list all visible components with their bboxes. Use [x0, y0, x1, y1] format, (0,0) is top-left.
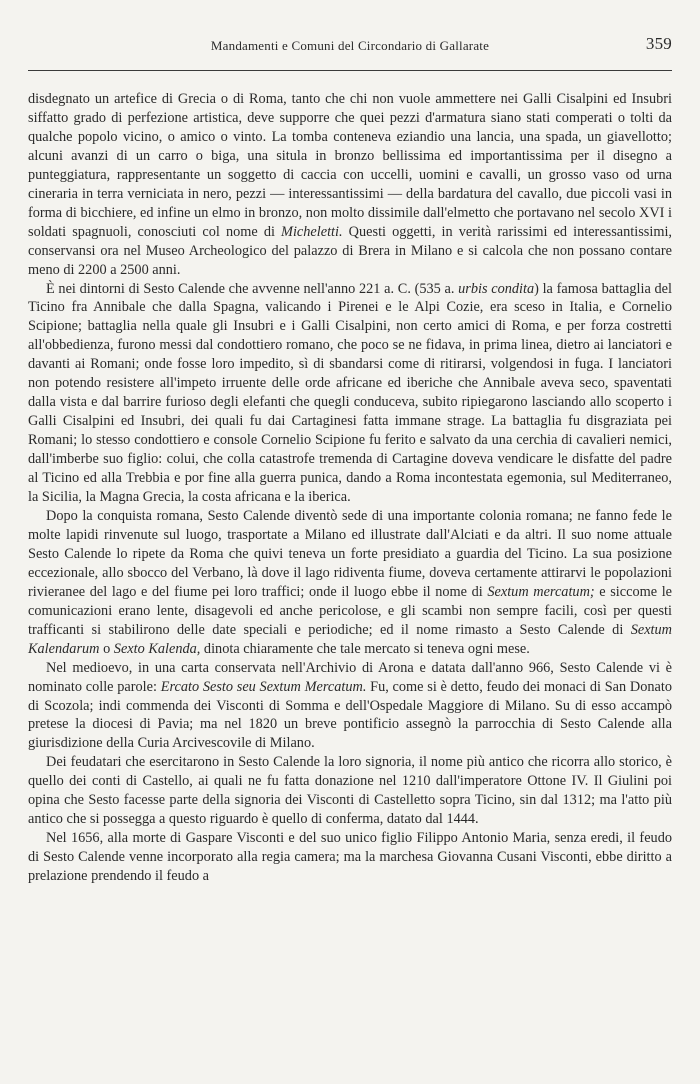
text-run: disdegnato un artefice di Grecia o di Roma, tanto che chi non vuole ammettere nei Galli Cisalpini ed Insubri siffatto grado di perfezione artistica, deve supporre che quei pezzi d'armatura siano stati comperati o tolti da qualche popolo vicino, o amico o vinto. La tomba conteneva eziandio una lancia, una spada, un giavellotto; alcuni avanzi di un carro o biga, una situla in bronzo bellissima ed importantissima per il disegno a punteggiatura, rappresentante un soggetto di caccia con uccelli, uomini e cavalli, un grosso vaso od urna cineraria in terra verniciata in nero, pezzi — interessantissimi — della bardatura del cavallo, due piccoli vasi in forma di bicchiere, ed infine un elmo in bronzo, non molto dissimile dall'elmetto che portavano nel secolo XVI i soldati spagnuoli, conosciuti col nome di	[28, 91, 672, 240]
text-run: e siccome le comunicazioni erano lente, disagevoli ed anche pericolose, e gli scambi non sempre facili, così per questi trafficanti si stabilirono delle date speciali e periodiche; ed il nome rimasto a Sesto Calende di	[28, 583, 673, 638]
body-text	[28, 90, 672, 886]
italic-text: Sextum Kalendarum	[28, 621, 672, 657]
italic-text: Sextum mercatum;	[487, 583, 595, 600]
text-run: Nel 1656, alla morte di Gaspare Visconti e del suo unico figlio Filippo Antonio Maria, senza eredi, il feudo di Sesto Calende venne incorporato alla regia camera; ma la marchesa Giovanna Cusani Visconti, ebbe diritto a prelazione prendendo il feudo a	[28, 830, 672, 885]
paragraph	[28, 507, 672, 659]
text-run: È nei dintorni di Sesto Calende che avvenne nell'anno 221 a. C. (535 a.	[46, 280, 459, 297]
text-run: dinota chiaramente che tale mercato si teneva ogni mese.	[200, 640, 530, 657]
text-run: o	[99, 640, 114, 657]
italic-text: Micheletti.	[281, 223, 343, 240]
page-number: 359	[645, 34, 672, 53]
paragraph	[28, 753, 672, 829]
paragraph	[28, 829, 672, 886]
paragraph	[28, 90, 672, 280]
text-run: Questi oggetti, in verità rarissimi ed interessantissimi, conservansi ora nel Museo Archeologico del palazzo di Brera in Milano e si calcola che non possano contare meno di 2200 a 2500 anni.	[28, 223, 672, 278]
text-run: Dopo la conquista romana, Sesto Calende diventò sede di una importante colonia romana; ne fanno fede le molte lapidi rinvenute sul luogo, trasportate a Milano ed illustrate dall'Alciati e da altri. Il suo nome attuale Sesto Calende lo ripete da Roma che quivi teneva un forte presidiato a guardia del Ticino. La sua posizione eccezionale, allo sbocco del Verbano, là dove il lago ridiventa fiume, doveva certamente attirarvi le popolazioni rivieranee del lago e del fiume pei loro traffici; onde il luogo ebbe il nome di	[28, 507, 672, 600]
paragraph	[28, 280, 672, 507]
text-run: Nel medioevo, in una carta conservata nell'Archivio di Arona e datata dall'anno 966, Sesto Calende vi è nominato colle parole:	[28, 659, 672, 695]
italic-text: urbis condita	[458, 280, 535, 297]
italic-text: Sexto Kalenda,	[113, 640, 201, 657]
running-title: Mandamenti e Comuni del Circondario di Gallarate	[210, 38, 490, 53]
text-run: Dei feudatari che esercitarono in Sesto Calende la loro signoria, il nome più antico che ricorra allo storico, è quello dei conti di Castello, ai quali ne fu fatta donazione nel 1210 dall'imperatore Ottone IV. Il Giulini poi opina che Sesto facesse parte della signoria dei Visconti di Castelletto sopra Ticino, sin dal 1312; ma l'atto più antico che si possegga a questo riguardo è quello di conferma, datato dal 1444.	[28, 754, 672, 828]
running-header	[28, 34, 672, 60]
text-run: ) la famosa battaglia del Ticino fra Annibale che dalla Spagna, valicando i Pirenei e le Alpi Cozie, era sceso in Italia, e Cornelio Scipione; battaglia nella quale gli Insubri e i Galli Cisalpini, non certo amici di Roma, e per forza costretti all'obbedienza, furono messi dal condottiero romano, che poco se ne fidava, in prima linea, dietro ai lanciatori e davanti ai Romani; onde fosse loro impedito, sì di sbandarsi come di ritirarsi, volgendosi in fuga. I lanciatori non potendo resistere all'impeto irruente delle orde africane ed iberiche che Annibale aveva seco, spaventati dalla vista e dal barrire furioso degli elefanti che quegli conduceva, subito ripiegarono lasciando allo scoperto i Galli Cisalpini ed Insubri, dei quali fu dai Cartaginesi fatta immane strage. La battaglia fu disgraziata pei Romani; lo stesso condottiero e console Cornelio Scipione fu ferito e salvato da una cerchia di cavalieri nemici, dall'imberbe suo figlio: colui, che colla catastrofe tremenda di Cartagine doveva vendicare le disfatte del padre al Ticino ed alla Trebbia e por fine alla guerra punica, dando a Roma incontestata egemonia, sul Mediterraneo, la Sicilia, la Magna Grecia, la costa africana e la iberica.	[28, 280, 672, 506]
text-run: Fu, come si è detto, feudo dei monaci di San Donato di Scozola; indi commenda dei Visconti di Somma e dell'Ospedale Maggiore di Milano. Su di esso accampò pretese la diocesi di Pavia; ma nel 1820 un breve pontificio assegnò la parrocchia di Sesto Calende alla giurisdizione della Curia Arcivescovile di Milano.	[28, 678, 672, 752]
header-rule	[28, 70, 672, 71]
italic-text: Ercato Sesto seu Sextum Mercatum.	[160, 678, 367, 695]
paragraph	[28, 659, 672, 754]
